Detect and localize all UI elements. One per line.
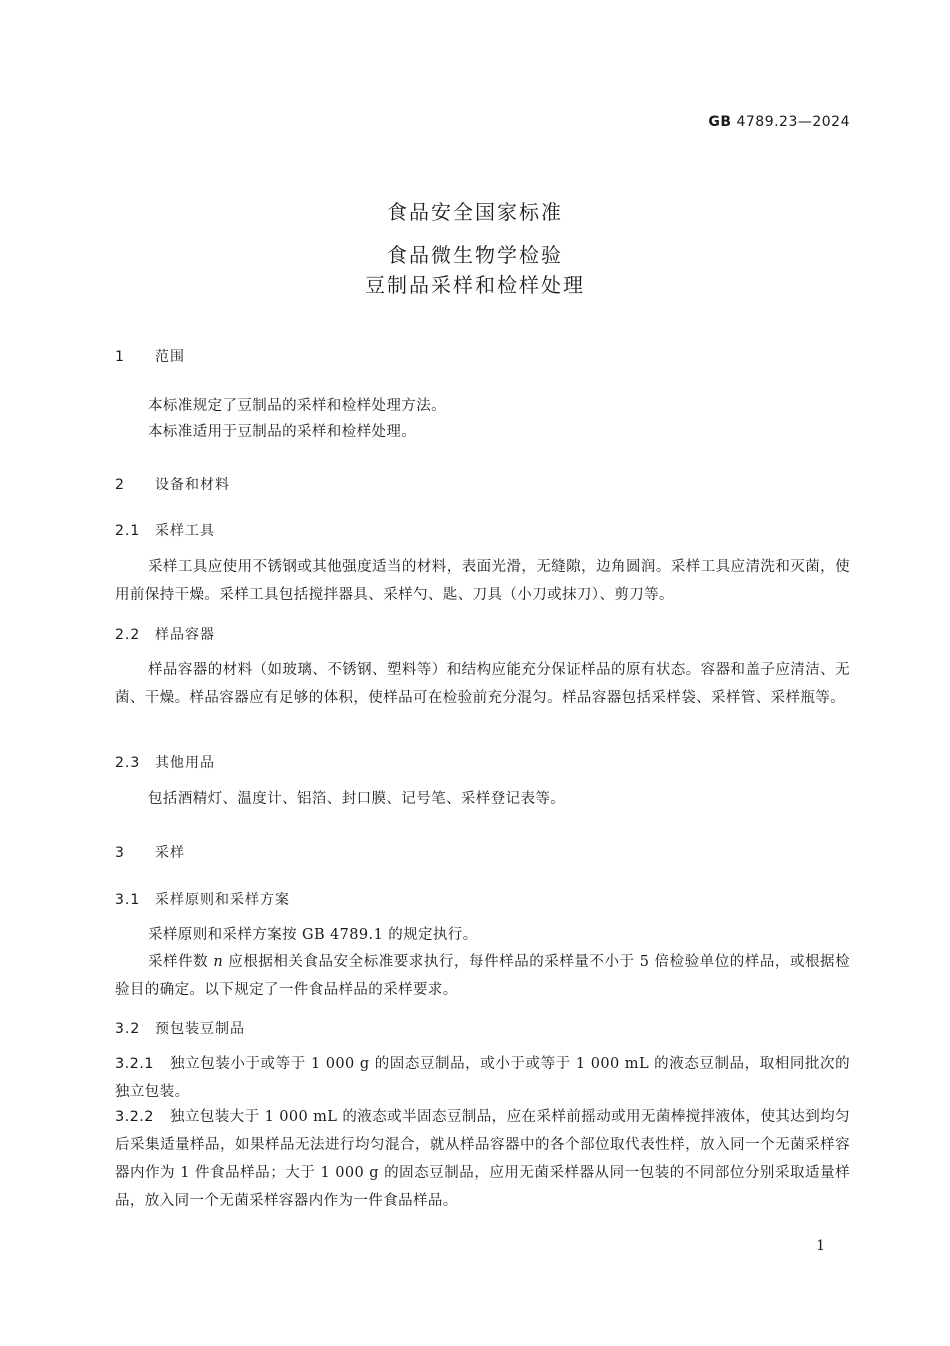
paragraph: 样品容器的材料（如玻璃、不锈钢、塑料等）和结构应能充分保证样品的原有状态。容器和盖子应清洁、无菌、干燥。样品容器应有足够的体积，使样品可在检验前充分混匀。样品容器包括采样袋、采样管、采样瓶等。 <box>115 662 850 706</box>
section-heading-1: 1 范围 <box>115 349 185 365</box>
paragraph: 采样工具应使用不锈钢或其他强度适当的材料，表面光滑，无缝隙，边角圆润。采样工具应清洗和灭菌，使用前保持干燥。采样工具包括搅拌器具、采样勺、匙、刀具（小刀或抹刀）、剪刀等。 <box>115 559 850 603</box>
clause-3-2-2: 3.2.2 独立包装大于 1 000 mL 的液态或半固态豆制品，应在采样前摇动或用无菌棒搅拌液体，使其达到均匀后采集适量样品，如果样品无法进行均匀混合，就从样品容器中的各个部位取代表性样，放入同一个无菌采样容器内作为 1 件食品样品；大于 1 000 g 的固态豆制品，应用无菌采样器从同一包装的不同部位分别采取适量样品，放入同一个无菌采样容器内作为一件食品样品。 <box>115 1109 850 1209</box>
section-heading-3-1: 3.1 采样原则和采样方案 <box>115 892 290 908</box>
page-number: 1 <box>816 1238 825 1254</box>
title-line-2: 豆制品采样和检样处理 <box>365 273 585 297</box>
paragraph: 包括酒精灯、温度计、铝箔、封口膜、记号笔、采样登记表等。 <box>148 791 566 807</box>
paragraph: 本标准规定了豆制品的采样和检样处理方法。 <box>148 398 446 414</box>
paragraph: 采样件数 n 应根据相关食品安全标准要求执行，每件样品的采样量不小于 5 倍检验单位的样品，或根据检验目的确定。以下规定了一件食品样品的采样要求。 <box>115 954 850 998</box>
section-heading-2: 2 设备和材料 <box>115 477 230 493</box>
paragraph: 采样原则和采样方案按 GB 4789.1 的规定执行。 <box>148 927 478 943</box>
document-title <box>0 240 950 300</box>
section-heading-2-1: 2.1 采样工具 <box>115 523 215 539</box>
title-line-1: 食品微生物学检验 <box>387 243 563 267</box>
section-heading-3: 3 采样 <box>115 845 185 861</box>
standard-number: GB 4789.23—2024 <box>708 114 850 130</box>
section-heading-2-3: 2.3 其他用品 <box>115 755 215 771</box>
paragraph: 本标准适用于豆制品的采样和检样处理。 <box>148 424 417 440</box>
document-category-title: 食品安全国家标准 <box>387 200 563 224</box>
section-heading-3-2: 3.2 预包装豆制品 <box>115 1021 245 1037</box>
clause-3-2-1: 3.2.1 独立包装小于或等于 1 000 g 的固态豆制品，或小于或等于 1 000 mL 的液态豆制品，取相同批次的独立包装。 <box>115 1056 850 1100</box>
section-heading-2-2: 2.2 样品容器 <box>115 627 215 643</box>
